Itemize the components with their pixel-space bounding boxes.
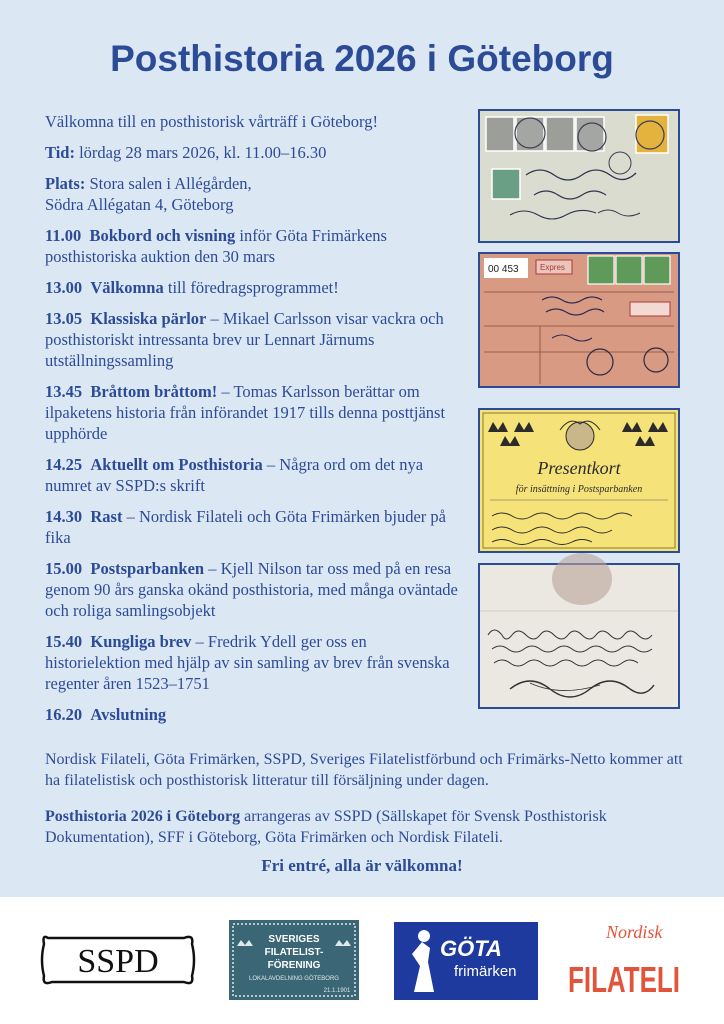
program-title: Postsparbanken: [90, 559, 205, 578]
program-item: [45, 506, 465, 548]
program-item: [45, 277, 465, 298]
program-title: Aktuellt om Posthistoria: [90, 455, 263, 474]
program-time: 13.05: [45, 309, 83, 328]
gota-line-1: GÖTA: [440, 936, 502, 961]
program-time: 15.00: [45, 559, 83, 578]
program-time: 13.45: [45, 382, 83, 401]
program-time: 13.00: [45, 278, 83, 297]
program-text: – Mikael Carlsson visar vackra och posthistoriskt intressanta brev ur Lennart Järnums utställningssamling: [45, 309, 444, 370]
program-time: 16.20: [45, 705, 83, 724]
program-time: 14.25: [45, 455, 83, 474]
sspd-logo: [38, 928, 198, 992]
sspd-logo-text: SSPD: [77, 943, 159, 980]
sff-line-1: SVERIGES: [268, 934, 320, 945]
program-item: [45, 704, 465, 725]
program-time: 11.00: [45, 226, 82, 245]
express-label: Expres: [540, 263, 565, 272]
presentkort-subtitle: för insättning i Postsparbanken: [515, 484, 643, 495]
program-text: – Fredrik Ydell ger oss en historielektion med hjälp av sin samling av brev från svenska regenter åren 1523–1751: [45, 632, 450, 693]
venue-line-1: Stora salen i Allégården,: [85, 174, 252, 193]
cover-photo-stamps: [478, 109, 680, 243]
program-title: Klassiska pärlor: [90, 309, 207, 328]
sff-line-3: FÖRENING: [267, 960, 321, 971]
venue-info: [45, 173, 465, 215]
gota-frimarken-logo: [394, 922, 538, 1000]
program-list: [45, 225, 465, 725]
arranger-note: [45, 806, 685, 848]
program-text: inför Göta Frimärkens posthistoriska auktion den 30 mars: [45, 226, 387, 266]
program-text: – Några ord om det nya numret av SSPD:s skrift: [45, 455, 424, 495]
sff-date: 21.1.1901: [323, 988, 351, 994]
nordisk-line-1: Nordisk: [606, 922, 663, 942]
sales-note: Nordisk Filateli, Göta Frimärken, SSPD, Sveriges Filatelistförbund och Frimärks-Netto kommer att ha filatelistisk och posthistorisk litteratur till försäljning under dagen.: [45, 751, 683, 789]
program-item: [45, 454, 465, 496]
venue-label: Plats:: [45, 174, 86, 193]
venue-line-2: Södra Allégatan 4, Göteborg: [45, 195, 234, 214]
sff-logo: [229, 920, 359, 1000]
program-text: till föredragsprogrammet!: [163, 278, 339, 297]
program-title: Bokbord och visning: [89, 226, 236, 245]
program-text: – Kjell Nilson tar oss med på en resa genom 90 års ganska okänd posthistoria, med många oväntade och roliga samlingsobjekt: [45, 559, 458, 620]
program-title: Kungliga brev: [90, 632, 192, 651]
program-item: [45, 558, 465, 621]
program-text: – Nordisk Filateli och Göta Frimärken bjuder på fika: [45, 507, 446, 547]
arranger-text: arrangeras av SSPD (Sällskapet för Svensk Posthistorisk Dokumentation), SFF i Göteborg, Göta Frimärken och Nordisk Filateli.: [45, 808, 607, 846]
sff-line-2: FILATELIST-: [264, 947, 324, 958]
presentkort-photo: [478, 408, 680, 553]
program-item: [45, 308, 465, 371]
program-time: 15.40: [45, 632, 83, 651]
closing-text: Fri entré, alla är välkomna!: [261, 856, 463, 875]
program-title: Avslutning: [90, 705, 167, 724]
intro-text: Välkomna till en posthistorisk vårträff i Göteborg!: [45, 112, 378, 131]
time-label: Tid:: [45, 143, 75, 162]
gota-line-2: frimärken: [454, 963, 517, 980]
program-column: [45, 111, 465, 735]
royal-letter-photo: [478, 563, 680, 709]
program-item: [45, 631, 465, 694]
nordisk-filateli-logo: [566, 914, 686, 1000]
program-title: Rast: [90, 507, 123, 526]
presentkort-title: Presentkort: [537, 458, 621, 478]
arranger-name: Posthistoria 2026 i Göteborg: [45, 808, 241, 825]
program-item: [45, 381, 465, 444]
parcel-number: 00 453: [488, 264, 519, 275]
program-time: 14.30: [45, 507, 83, 526]
program-title: Välkomna: [90, 278, 164, 297]
program-text: – Tomas Karlsson berättar om ilpaketens historia från införandet 1917 tills denna posttjänst upphörde: [45, 382, 446, 443]
program-item: [45, 225, 465, 267]
time-info: [45, 142, 465, 163]
program-title: Bråttom bråttom!: [90, 382, 218, 401]
sff-arc-text: LOKALAVDELNING GÖTEBORG: [249, 976, 339, 982]
time-value: lördag 28 mars 2026, kl. 11.00–16.30: [74, 143, 327, 162]
page-title: Posthistoria 2026 i Göteborg: [110, 38, 614, 79]
nordisk-line-2: FILATELI: [568, 959, 680, 1000]
parcel-card-photo: [478, 252, 680, 388]
